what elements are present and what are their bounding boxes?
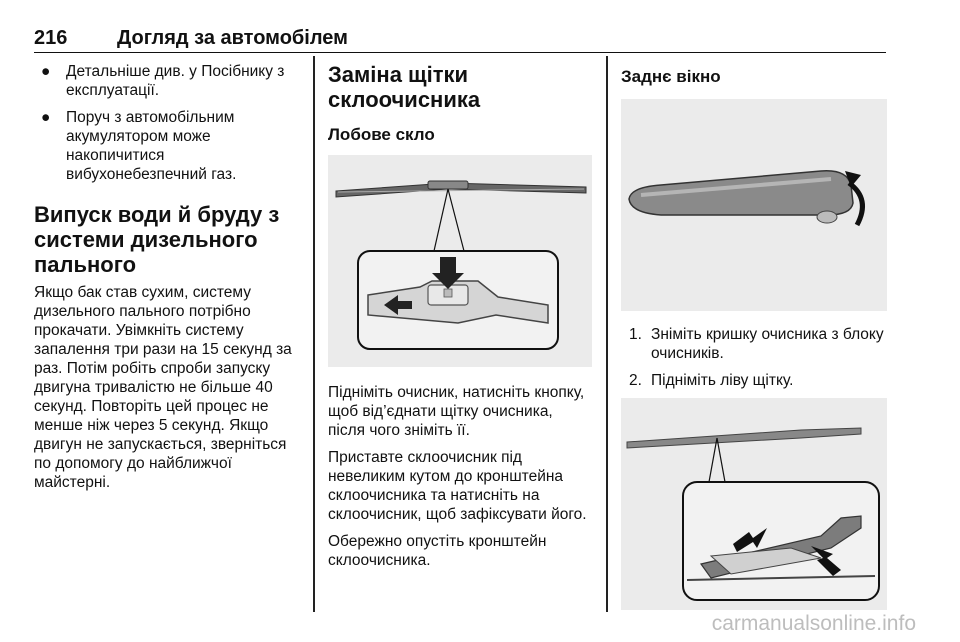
bullet-icon: ●: [41, 63, 51, 80]
windscreen-step-1: Підніміть очисник, натисніть кнопку, щоб від’єднати щітку очисника, після чого зніміть її.: [328, 384, 585, 439]
list-item: 2. Підніміть ліву щітку.: [629, 372, 794, 389]
rear-steps-list: [621, 325, 887, 390]
diesel-body: Якщо бак став сухим, систему дизельного пального потрібно прокачати. Увімкніть систему запалення три рази на 15 секунд за раз. Потім робіть спроби запуску двигуна тривалістю не більше 40 секунд. Повторіть цей процес не менше ніж через 5 секунд. Якщо двигун не запускається, зверніться по допомогу до найближчої майстерні.: [34, 284, 292, 491]
list-item: ● Детальніше див. у Посібнику з експлуатації.: [41, 63, 285, 99]
windscreen-wiper-figure: [328, 155, 592, 367]
windscreen-step-2: Приставте склоочисник під невеликим кутом до кронштейна склоочисника та натисніть на склоочисник, щоб зафіксувати його.: [328, 449, 587, 523]
rear-wiper-lift-figure: [621, 398, 887, 610]
watermark: carmanualsonline.info: [711, 612, 916, 635]
subsection-title-windscreen: Лобове скло: [328, 125, 435, 144]
rear-wiper-lift-illustration: [621, 398, 887, 610]
windscreen-step-3: Обережно опустіть кронштейн склоочисника.: [328, 533, 547, 569]
column-divider-1: [313, 56, 315, 612]
list-item: ● Поруч з автомобільним акумулятором може накопичитися вибухонебезпечний газ.: [41, 109, 237, 183]
column-2: [328, 62, 592, 570]
list-item: 1. Зніміть кришку очисника з блоку очисників.: [629, 326, 884, 362]
column-1: [34, 62, 302, 492]
column-3: [621, 62, 887, 610]
page-number: 216: [34, 27, 68, 49]
windscreen-wiper-illustration: [328, 155, 592, 367]
column-divider-2: [606, 56, 608, 612]
page-header: [34, 28, 886, 53]
rear-wiper-cover-figure: [621, 99, 887, 311]
rear-wiper-cover-illustration: [621, 99, 887, 311]
subsection-title-rear-window: Заднє вікно: [621, 67, 721, 86]
section-title-diesel: Випуск води й бруду з системи дизельного пального: [34, 202, 280, 277]
bullet-list: [34, 62, 302, 184]
bullet-icon: ●: [41, 109, 51, 126]
page-title: Догляд за автомобілем: [117, 27, 348, 49]
section-title-wiper: Заміна щітки склоочисника: [328, 62, 481, 112]
